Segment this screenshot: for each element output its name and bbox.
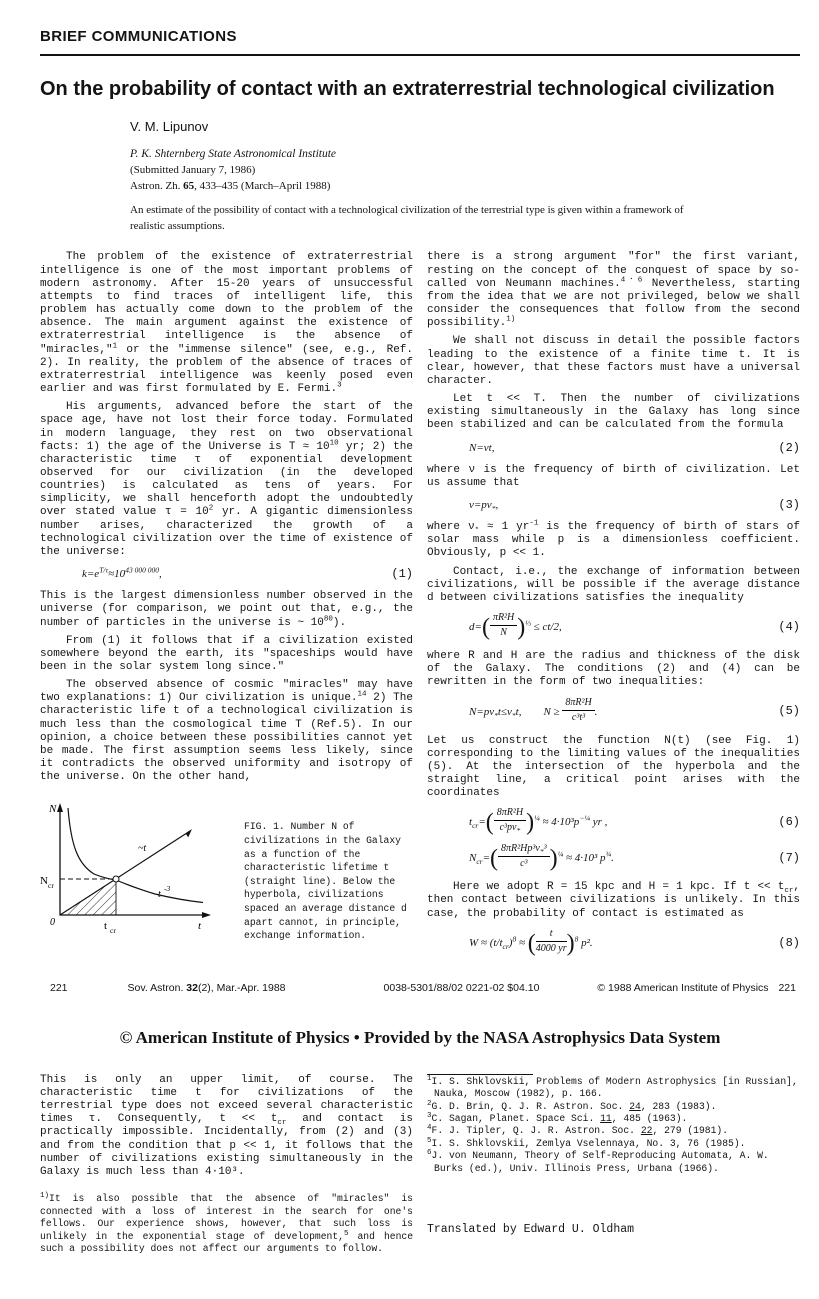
reference-item: $^1$I. S. Shklovskii, Problems of Modern Astrophysics [in Russian], Nauka, Moscow (1982), p. 166.: [427, 1074, 798, 1100]
page-number-right: 221: [778, 981, 796, 994]
author-name: V. M. Lipunov: [130, 118, 209, 134]
equation-number: (3): [778, 497, 800, 512]
ads-provenance-banner: © American Institute of Physics • Provided by the NASA Astrophysics Data System: [119, 1027, 721, 1047]
journal-citation: Sov. Astron. 32(2), Mar.-Apr. 1988: [127, 981, 286, 994]
equation-body: N=νt,: [469, 441, 495, 454]
curve-label-base: t: [158, 889, 161, 901]
journal-reference: Astron. Zh. 65, 433–435 (March–April 1988): [130, 179, 331, 192]
equation-body: $N=p\nu_*t\le\nu_*t$, N ≥ $\frac{\text{8πR²H}}{\text{c³t³}}$ .: [469, 696, 598, 723]
left-column: [40, 251, 413, 965]
equation-body: $N_{cr}=$( $\frac{8\pi R^2Hp^3\nu_*^3}{\text{c³}}$ )$^{\frac{1}{4}}$ ≈ 4·10³ $p^{\frac{3}{4}}$.: [469, 843, 614, 872]
ncr-label: N: [40, 875, 48, 888]
x-axis-label: t: [198, 920, 202, 933]
reference-item: $^5$I. S. Shklovskii, Zemlya Vselennaya, No. 3, 76 (1985).: [427, 1136, 746, 1149]
curve-label-exp: -3: [164, 884, 171, 894]
equation-body: $W \approx (t/t_{cr})^8$ ≈ ( $\frac{t}{4000 yr}$ )$^8$ p².: [469, 927, 593, 957]
equation-body: d=( $\frac{\text{πR²H}}{N}$ )$^{\frac{1}{3}}$ ≤ ct/2,: [469, 612, 562, 641]
equation: [427, 499, 800, 512]
paragraph: Contact, i.e., the exchange of information between civilizations, will be possible if the average distance d between civilizations satisfies the inequality: [427, 565, 800, 604]
paragraph: where R and H are the radius and thickness of the disk of the Galaxy. The conditions (2) and (4) can be rewritten in the form of two inequalities:: [427, 650, 800, 689]
origin-label: 0: [50, 917, 55, 929]
tcr-sub: cr: [110, 926, 116, 936]
article-title: On the probability of contact with an extraterrestrial technological civilization: [40, 78, 775, 100]
reference-item: $^2$G. D. Brin, Q. J. R. Astron. Soc. 24, 283 (1983).: [427, 1099, 717, 1112]
equation-number: (7): [778, 851, 800, 866]
paragraph: where ν is the frequency of birth of civilization. Let us assume that: [427, 463, 800, 489]
paragraph: His arguments, advanced before the start of the space age, have not lost their force today. Formulated in modern language, they rest on two observational facts: 1) the age of the Universe is $T \approx 10^{10}$ yr; 2) the characteristic time τ of exponential development observed for our civilization (in the developed countries) is calculated as tens of years. For simplicity, we shall henceforth adopt the undoubtedly over stated value $\tau = 10^2$ yr. A gigantic dimensionless number arises, characterized the growth of a technological civilization over the time of existence of the universe:: [40, 401, 413, 558]
critical-point: [113, 876, 119, 882]
paragraph: The observed absence of cosmic "miracles" may have two explanations: 1) Our civilization is unique.$^{14}$ 2) The characteristic life t of a technological civilization is much less than the cosmological time T (Ref.5). In our opinion, a choice between these possibilities cannot yet be made. The first assumption seems less likely, since it contradicts the observed uniformity and isotropy of the universe. On the other hand,: [40, 679, 413, 784]
equation-number: (1): [391, 567, 413, 582]
x-axis-arrow: [202, 912, 211, 918]
figure-1: [40, 798, 413, 943]
figure-caption: FIG. 1. Number N of civilizations in the Galaxy as a function of the characteristic lifetime t (straight line). Below the hyperbola, civilizations spaced an average distance d apart cannot, in principle, exchange information.: [244, 821, 407, 942]
footnote-rule: [427, 1074, 533, 1075]
figure-1-plot: [40, 798, 222, 943]
equation: [427, 696, 800, 726]
equation-number: (5): [778, 704, 800, 719]
hyperbola-curve: [68, 808, 203, 903]
y-axis-arrow: [57, 803, 63, 812]
equation-body: $k=e^{T/\tau}\approx 10^{43 000 000}$,: [82, 565, 162, 581]
issn-code: 0038-5301/88/02 0221-02 $04.10: [383, 981, 540, 994]
footnote: $^{1)}$It is also possible that the absence of "miracles" is connected with a loss of interest in the search for one's fellows. Our experience shows, however, that such loss is unlikely in the exponential stage of development,$^5$ and hence such a possibility does not affect our arguments to follow.: [40, 1191, 414, 1255]
reference-item: $^4$F. J. Tipler, Q. J. R. Astron. Soc. 22, 279 (1981).: [427, 1124, 729, 1137]
equation: [427, 927, 800, 957]
paragraph: The problem of the existence of extraterrestrial intelligence is one of the most important problems of modern astronomy. After 15-20 years of unsuccessful attempts to find traces of intelligent life, this problem has actually come down to the problem of the absence. The main argument against the existence of extraterrestrial intelligence is the absence of "miracles,"$^1$ or the "immense silence" (see, e.g., Ref. 2). In reality, the problem of the absence of traces of extraterrestrial intelligence was keenly posed even earlier and was first formulated by E. Fermi.$^3$: [40, 251, 413, 396]
equation-body: $t_{cr}=$( $\frac{\text{8πR²H}}{c^3p\nu_*}$ )$^{\frac{1}{4}} \approx 4\cdot 10^3p^{-\frac{1}{4}}$ yr ,: [469, 807, 608, 836]
paragraph: From (1) it follows that if a civilization existed somewhere beyond the earth, its "spaceships would have been in the solar system long since.": [40, 634, 413, 673]
equation-number: (2): [778, 440, 800, 455]
page-footer: [40, 982, 800, 994]
reference-list: [427, 1074, 800, 1175]
equation: [40, 565, 413, 582]
submission-date: (Submitted January 7, 1986): [130, 163, 256, 176]
author-affiliation: P. K. Shternberg State Astronomical Institute: [130, 147, 337, 160]
y-axis-label: N: [49, 803, 57, 816]
ncr-sub: cr: [48, 881, 54, 891]
copyright-notice: © 1988 American Institute of Physics: [597, 981, 769, 994]
paragraph: where $\nu_* \approx 1$ $yr^{-1}$ is the frequency of birth of stars of solar mass while p is a dimensionless coefficient. Obviously, p << 1.: [427, 519, 800, 560]
paragraph: We shall not discuss in detail the possible factors leading to the existence of a finite time t. It is clear, however, that these factors must have a universal character.: [427, 335, 800, 387]
paragraph: there is a strong argument "for" the first variant, resting on the concept of the conquest of space by so-called von Neumann machines.$^4$˙$^6$ Nevertheless, starting from the idea that we are not privileged, below we shall consider the consequences that follow from the second possibility.$^{1)}$: [427, 251, 800, 330]
page-number-left: 221: [50, 981, 68, 994]
tcr-label: t: [104, 920, 108, 933]
equation: [427, 614, 800, 641]
paragraph: Let us construct the function N(t) (see Fig. 1) corresponding to the limiting values of the inequalities (5). At the intersection of the hyperbola and the straight line, a critical point arises with the coordinates: [427, 734, 800, 800]
reference-item: $^6$J. von Neumann, Theory of Self-Reproducing Automata, A. W. Burks (ed.), Univ. Illinois Press, Urbana (1966).: [427, 1148, 769, 1174]
straight-line: [60, 831, 190, 915]
right-column: [427, 251, 800, 965]
equation: [427, 809, 800, 836]
equation-body: $\nu=p\nu_*$,: [469, 498, 499, 514]
equation-number: (6): [778, 815, 800, 830]
translator-credit: Translated by Edward U. Oldham: [427, 1223, 635, 1237]
abstract-text: An estimate of the possibility of contact with a technological civilization of the terrestrial type is given within a framework of realistic assumptions.: [130, 203, 684, 232]
line-arrow: [186, 829, 192, 837]
paragraph: This is only an upper limit, of course. The characteristic time t for civilizations of the terrestrial type does not exceed several characteristic times τ. Consequently, $t << t_{cr}$ and contact is practically impossible. Incidentally, from (2) and (3) and from the condition that p << 1, it follows that the number of civilizations existing simultaneously in the Galaxy is much less than 4·10³.: [40, 1073, 413, 1178]
body-columns: [40, 251, 800, 965]
paragraph: Here we adopt R = 15 kpc and H = 1 kpc. If $t << t_{cr}$, then contact between civilizations is unlikely. In this case, the probability of contact is estimated as: [427, 881, 800, 920]
line-label: ~t: [138, 843, 147, 855]
second-page-columns: [40, 1074, 800, 1256]
equation: [427, 442, 800, 455]
paragraph: This is the largest dimensionless number observed in the universe (for comparison, we point out that, e.g., the number of particles in the universe is ~ $10^{80}$).: [40, 590, 413, 629]
equation-number: (8): [778, 935, 800, 950]
paragraph: Let t << T. Then the number of civilizations existing simultaneously in the Galaxy has long since been stabilized and can be calculated from the formula: [427, 393, 800, 432]
equation-number: (4): [778, 619, 800, 634]
header-divider: [40, 54, 800, 56]
section-heading: BRIEF COMMUNICATIONS: [40, 28, 237, 45]
equation: [427, 845, 800, 872]
reference-item: $^3$C. Sagan, Planet. Space Sci. 11, 485 (1963).: [427, 1111, 688, 1124]
second-right-column: [427, 1074, 800, 1256]
second-left-column: [40, 1074, 413, 1256]
